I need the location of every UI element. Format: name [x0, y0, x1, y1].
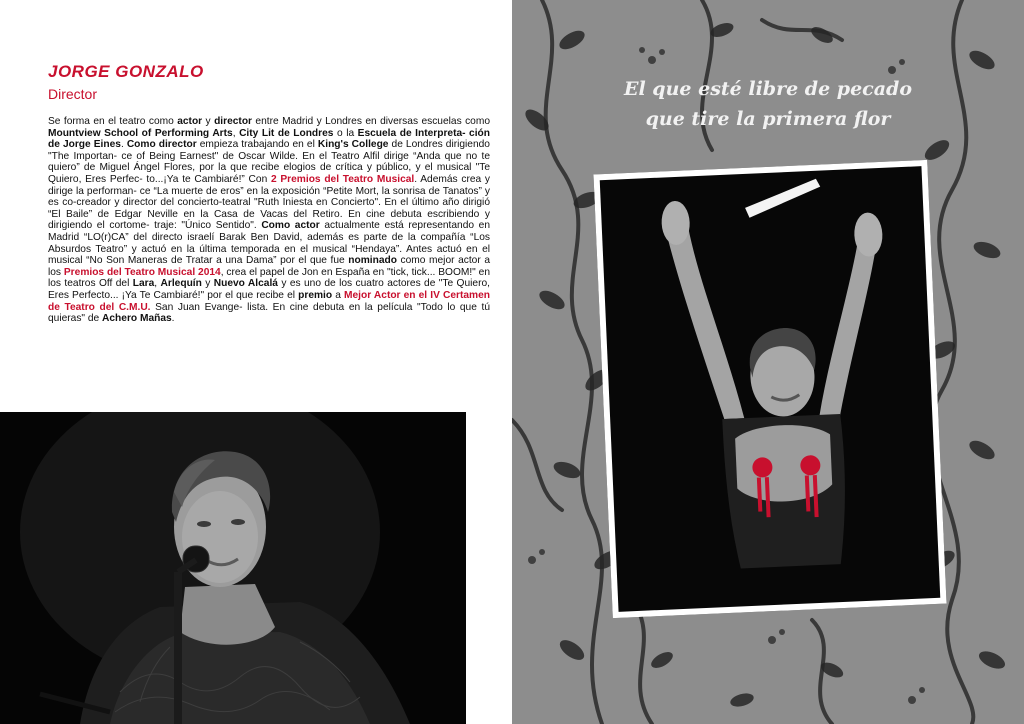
bio-text-run: o la [333, 127, 358, 139]
bio-text-run: actualmente está representando en Madrid “LO(r)CA” del directo israelí Barak Ben David, además es parte de la compañía “Los Absurdos Teatro” y actuó en la última temporada en el musical “Hendaya”. Antes actuó en el musical “No Son Maneras de Tratar a una Dama” por el que fue [48, 220, 490, 267]
bio-bold-run: Mountview School of Performing Arts [48, 127, 233, 139]
quote-line-1: El que esté libre de pecado [623, 78, 912, 100]
bio-text-run: . [120, 139, 127, 151]
portrait-photo-microphone [0, 412, 466, 724]
bio-text-run: de Londres dirigiendo "The Importan- ce of Being Earnest" de Oscar Wilde. En el Teatro Alfil dirige “Anda que no te quiero” de Miguel Ángel Flores, por la que recibe elogios de crítica y público, y el musical "Te Quiero, Eres Perfec- to...¡Ya te Cambiaré!” Con [48, 139, 490, 185]
bio-text-run: , crea el papel de Jon en España en "tick, tick... BOOM!" en los teatros Off del [48, 266, 490, 290]
person-name: JORGE GONZALO [48, 62, 204, 81]
bio-bold-run: King's College [317, 139, 389, 151]
person-role: Director [48, 86, 98, 102]
stage-performance-photo [593, 160, 946, 618]
bio-text-run: y es uno de los cuatro actores de "Te Quiero, Eres Perfecto... ¡Ya Te Cambiaré!" por el que recibe el [48, 278, 490, 301]
bio-bold-run: director [214, 116, 253, 127]
bio-bold-run: Escuela de Interpreta- ción de Jorge Eines [48, 127, 491, 151]
bio-text-run: , [232, 127, 240, 139]
bio-text-run: . [171, 313, 175, 325]
bio-text-run: Se forma en el teatro como [48, 116, 178, 127]
bio-text-run: y [202, 116, 215, 127]
bio-bold-run: Lara [132, 278, 155, 290]
bio-bold-run: Arlequín [160, 278, 202, 290]
bio-text-run: y [201, 278, 214, 290]
bio-bold-run: City Lit de Londres [239, 127, 334, 139]
bio-text-run: . Además crea y dirige la performan- ce “La muerte de eros” en la exposición “Petite Mort, la sonrisa de Tanatos” y es co-creador y director del concierto-teatral "Ruth Iniesta en Concierto". En el último año dirigió “El Baile” de Edgar Neville en la Casa de Vacas del Retiro. En cine debuta escribiendo y dirigiendo el cortome- traje: "Único Sentido". [48, 173, 490, 232]
bio-bold-run: nominado [348, 255, 397, 267]
bio-highlight-run: Mejor Actor en el IV Certamen de Teatro del C.M.U. [48, 289, 490, 313]
bio-text-run: entre Madrid y Londres en diversas escuelas como [252, 116, 490, 127]
bio-bold-run: Nuevo Alcalá [213, 278, 278, 290]
pull-quote [512, 74, 1024, 134]
bio-highlight-run: 2 Premios del Teatro Musical [270, 173, 415, 185]
bio-bold-run: Como actor [261, 220, 320, 232]
bio-highlight-run: Premios del Teatro Musical 2014 [63, 266, 221, 278]
bio-bold-run: Achero Mañas [102, 313, 172, 325]
bio-text-run: como mejor actor a los [48, 255, 490, 278]
bio-bold-run: premio [298, 289, 333, 301]
bio-text-run: , [154, 278, 161, 290]
bio-text-run: empieza trabajando en el [196, 139, 318, 151]
biography-text [48, 116, 490, 325]
bio-bold-run: Como director [126, 139, 197, 151]
bio-text-run: a [332, 289, 345, 301]
quote-line-2: que tire la primera flor [645, 108, 891, 130]
bio-bold-run: actor [177, 116, 203, 127]
bio-text-run: San Juan Evange- lista. En cine debuta en la película "Todo lo que tú quieras" de [48, 301, 490, 325]
